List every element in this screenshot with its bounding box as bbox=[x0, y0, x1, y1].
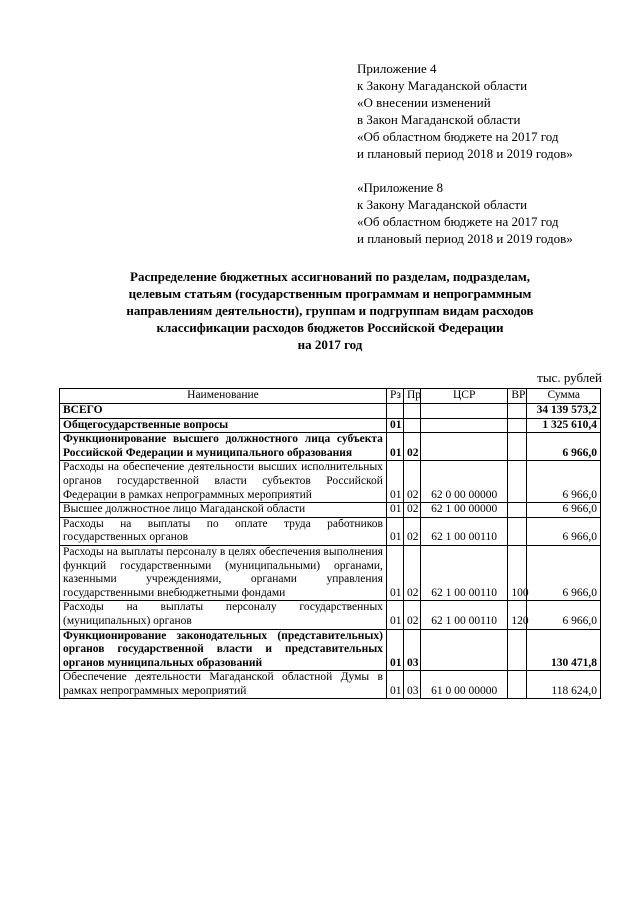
appendix-gap bbox=[357, 162, 627, 179]
cell-name: Функционирование законодательных (представительных) органов государственной власти и представительных органов муниципальных образований bbox=[60, 629, 387, 671]
cell-csr: 61 0 00 00000 bbox=[421, 671, 508, 699]
cell-vr: 120 bbox=[508, 601, 527, 629]
appendix-line: «Об областном бюджете на 2017 год bbox=[357, 214, 559, 229]
cell-vr bbox=[508, 433, 527, 461]
cell-pr: 02 bbox=[403, 503, 420, 518]
cell-sum: 1 325 610,4 bbox=[527, 418, 601, 433]
cell-pr: 02 bbox=[403, 461, 420, 503]
cell-sum: 6 966,0 bbox=[527, 545, 601, 600]
cell-sum: 6 966,0 bbox=[527, 461, 601, 503]
title-line: классификации расходов бюджетов Российской Федерации bbox=[156, 320, 504, 335]
cell-vr: 100 bbox=[508, 545, 527, 600]
header-vr: ВР bbox=[508, 389, 527, 404]
title-line: целевым статьям (государственным программам и непрограммным bbox=[128, 286, 532, 301]
cell-name: ВСЕГО bbox=[60, 404, 387, 419]
title-line: на 2017 год bbox=[297, 337, 363, 352]
cell-pr: 02 bbox=[403, 517, 420, 545]
cell-sum: 6 966,0 bbox=[527, 601, 601, 629]
appendix-header bbox=[357, 60, 627, 247]
cell-sum: 6 966,0 bbox=[527, 503, 601, 518]
table-header-row bbox=[60, 389, 601, 404]
cell-sum: 118 624,0 bbox=[527, 671, 601, 699]
appendix-line: «О внесении изменений bbox=[357, 95, 491, 110]
appendix-line: «Об областном бюджете на 2017 год bbox=[357, 129, 559, 144]
table-row bbox=[60, 601, 601, 629]
cell-name: Расходы на выплаты по оплате труда работников государственных органов bbox=[60, 517, 387, 545]
table-row bbox=[60, 629, 601, 671]
header-pr: Пр bbox=[403, 389, 420, 404]
cell-sum: 6 966,0 bbox=[527, 433, 601, 461]
cell-rz: 01 bbox=[386, 433, 403, 461]
table-row bbox=[60, 404, 601, 419]
cell-rz: 01 bbox=[386, 601, 403, 629]
cell-pr bbox=[403, 404, 420, 419]
cell-csr bbox=[421, 433, 508, 461]
cell-name: Расходы на выплаты персоналу в целях обеспечения выполнения функций государственными (муниципальными) органами, казенными учреждениями, органами управления государственными внебюджетными фондами bbox=[60, 545, 387, 600]
cell-pr: 03 bbox=[403, 629, 420, 671]
cell-vr bbox=[508, 517, 527, 545]
budget-table bbox=[59, 388, 601, 699]
cell-rz: 01 bbox=[386, 461, 403, 503]
cell-vr bbox=[508, 404, 527, 419]
cell-rz bbox=[386, 404, 403, 419]
cell-pr bbox=[403, 418, 420, 433]
cell-name: Функционирование высшего должностного лица субъекта Российской Федерации и муниципального образования bbox=[60, 433, 387, 461]
cell-name: Высшее должностное лицо Магаданской области bbox=[60, 503, 387, 518]
appendix-line: «Приложение 8 bbox=[357, 180, 444, 195]
table-row bbox=[60, 418, 601, 433]
table-row bbox=[60, 517, 601, 545]
cell-csr: 62 1 00 00110 bbox=[421, 517, 508, 545]
title-line: Распределение бюджетных ассигнований по разделам, подразделам, bbox=[130, 269, 530, 284]
unit-label: тыс. рублей bbox=[537, 370, 602, 385]
table-row bbox=[60, 671, 601, 699]
cell-vr bbox=[508, 671, 527, 699]
cell-vr bbox=[508, 503, 527, 518]
cell-pr: 02 bbox=[403, 433, 420, 461]
table-row bbox=[60, 433, 601, 461]
cell-rz: 01 bbox=[386, 545, 403, 600]
appendix-line: к Закону Магаданской области bbox=[357, 78, 528, 93]
cell-name: Расходы на выплаты персоналу государственных (муниципальных) органов bbox=[60, 601, 387, 629]
title-line: направлениям деятельности), группам и подгруппам видам расходов bbox=[126, 303, 534, 318]
cell-csr: 62 1 00 00110 bbox=[421, 545, 508, 600]
table-row bbox=[60, 545, 601, 600]
cell-pr: 02 bbox=[403, 545, 420, 600]
appendix-line: Приложение 4 bbox=[357, 61, 437, 76]
cell-rz: 01 bbox=[386, 671, 403, 699]
cell-name: Обеспечение деятельности Магаданской областной Думы в рамках непрограммных мероприятий bbox=[60, 671, 387, 699]
cell-sum: 34 139 573,2 bbox=[527, 404, 601, 419]
table-row bbox=[60, 461, 601, 503]
appendix-line: и плановый период 2018 и 2019 годов» bbox=[357, 146, 573, 161]
cell-csr bbox=[421, 404, 508, 419]
cell-rz: 01 bbox=[386, 503, 403, 518]
cell-name: Расходы на обеспечение деятельности высших исполнительных органов государственной власти субъектов Российской Федерации в рамках непрограммных мероприятий bbox=[60, 461, 387, 503]
cell-name: Общегосударственные вопросы bbox=[60, 418, 387, 433]
header-rz: Рз bbox=[386, 389, 403, 404]
table-row bbox=[60, 503, 601, 518]
document-title bbox=[60, 268, 600, 353]
cell-csr: 62 0 00 00000 bbox=[421, 461, 508, 503]
appendix-line: и плановый период 2018 и 2019 годов» bbox=[357, 231, 573, 246]
header-sum: Сумма bbox=[527, 389, 601, 404]
cell-csr: 62 1 00 00110 bbox=[421, 601, 508, 629]
cell-csr bbox=[421, 629, 508, 671]
header-name: Наименование bbox=[60, 389, 387, 404]
cell-rz: 01 bbox=[386, 629, 403, 671]
cell-sum: 130 471,8 bbox=[527, 629, 601, 671]
cell-csr: 62 1 00 00000 bbox=[421, 503, 508, 518]
cell-vr bbox=[508, 629, 527, 671]
cell-vr bbox=[508, 461, 527, 503]
appendix-line: в Закон Магаданской области bbox=[357, 112, 521, 127]
appendix-line: к Закону Магаданской области bbox=[357, 197, 528, 212]
cell-csr bbox=[421, 418, 508, 433]
cell-pr: 03 bbox=[403, 671, 420, 699]
cell-pr: 02 bbox=[403, 601, 420, 629]
cell-vr bbox=[508, 418, 527, 433]
cell-rz: 01 bbox=[386, 517, 403, 545]
header-csr: ЦСР bbox=[421, 389, 508, 404]
cell-sum: 6 966,0 bbox=[527, 517, 601, 545]
cell-rz: 01 bbox=[386, 418, 403, 433]
